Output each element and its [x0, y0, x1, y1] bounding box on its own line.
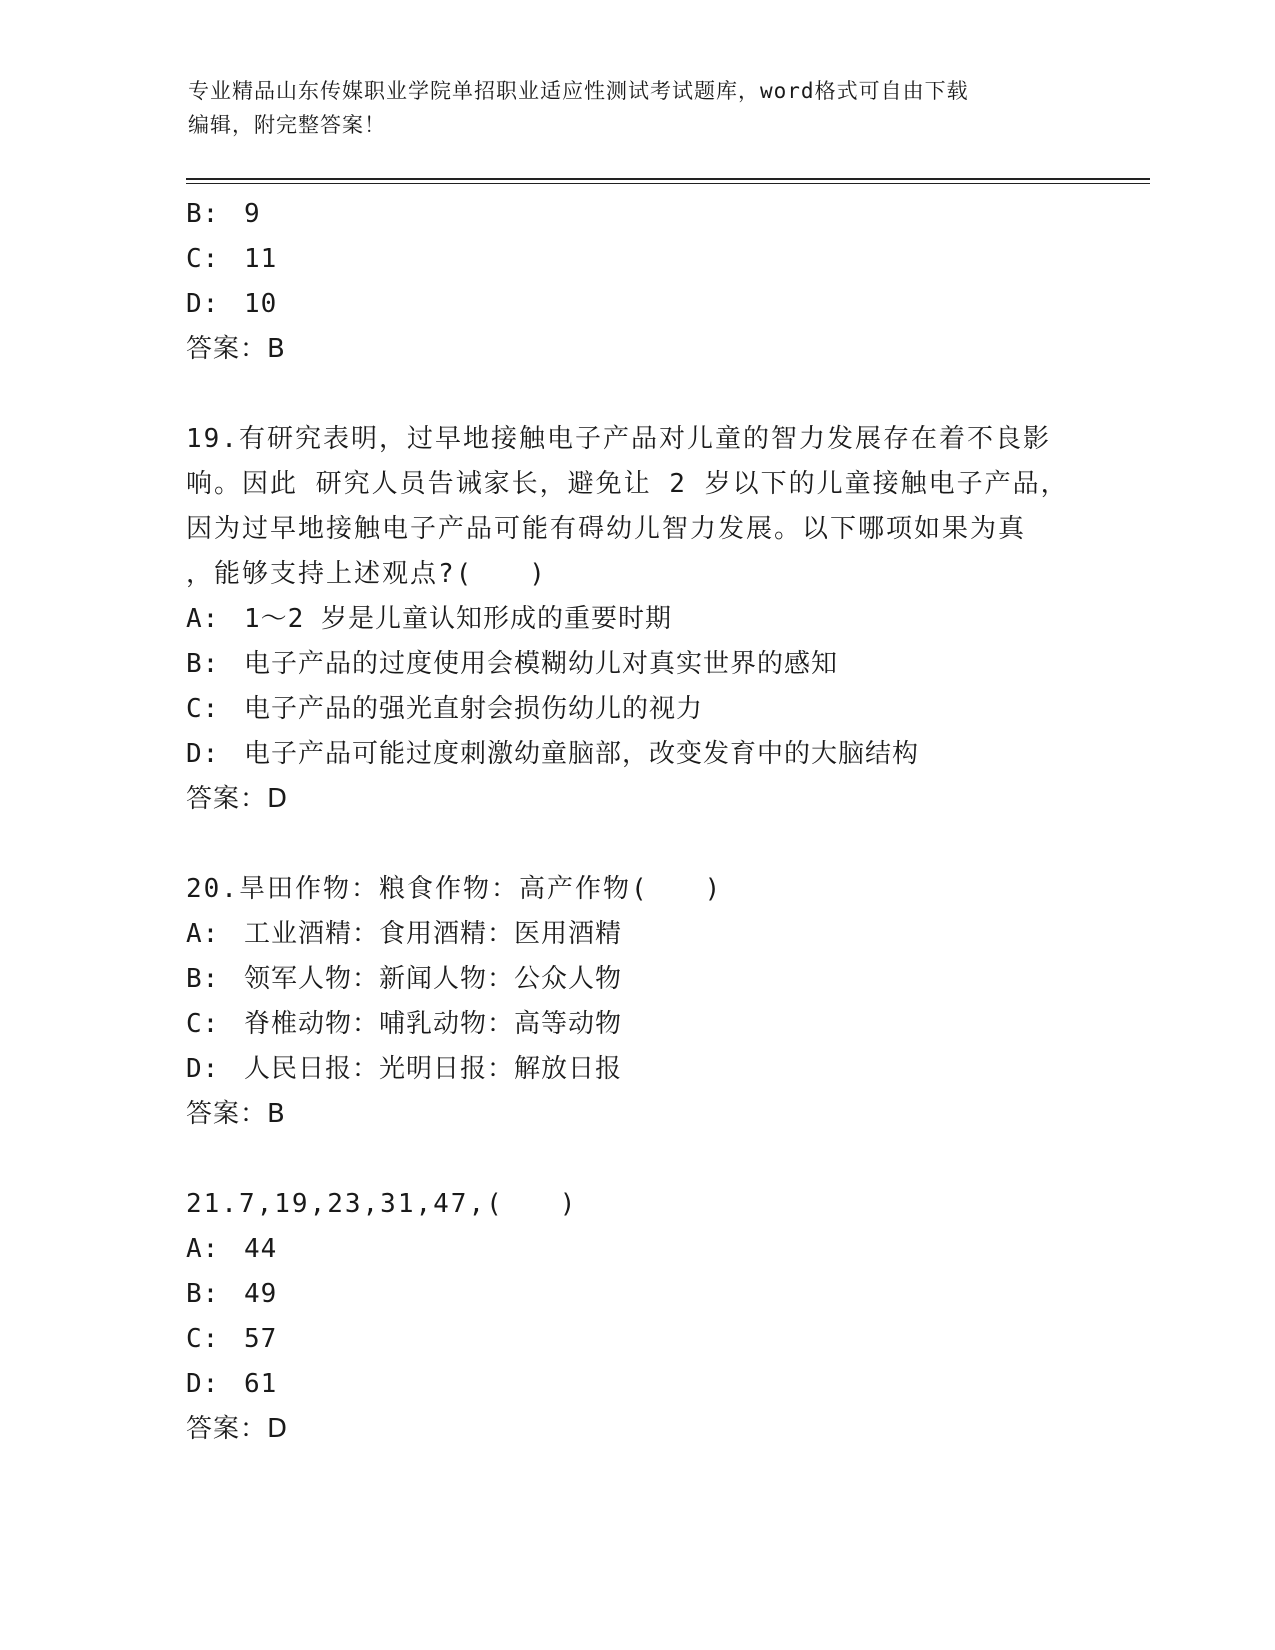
- answer: 答案：D: [186, 1414, 289, 1444]
- option-b: B: 电子产品的过度使用会模糊幼儿对真实世界的感知: [186, 649, 839, 679]
- question-20: [186, 867, 1086, 1137]
- question-text-line: 19.有研究表明，过早地接触电子产品对儿童的智力发展存在着不良影: [186, 424, 1051, 454]
- option-b: B: 49: [186, 1279, 278, 1309]
- question-18-tail: [186, 192, 1086, 372]
- question-19: [186, 417, 1086, 822]
- question-21: [186, 1182, 1086, 1452]
- option-c: C: 11: [186, 244, 278, 274]
- answer: 答案：D: [186, 784, 289, 814]
- answer: 答案：B: [186, 334, 286, 364]
- option-a: A: 1～2 岁是儿童认知形成的重要时期: [186, 604, 672, 634]
- option-d: D: 61: [186, 1369, 278, 1399]
- option-d: D: 电子产品可能过度刺激幼童脑部，改变发育中的大脑结构: [186, 739, 920, 769]
- option-b: B: 领军人物：新闻人物：公众人物: [186, 964, 623, 994]
- page-header: [188, 74, 1088, 142]
- question-text-line: 21.7,19,23,31,47,( ): [186, 1189, 578, 1219]
- option-c: C: 电子产品的强光直射会损伤幼儿的视力: [186, 694, 704, 724]
- option-c: C: 57: [186, 1324, 278, 1354]
- option-d: D: 人民日报：光明日报：解放日报: [186, 1054, 623, 1084]
- header-rule-thin: [186, 183, 1150, 184]
- answer: 答案：B: [186, 1099, 286, 1129]
- question-text-line: 因为过早地接触电子产品可能有碍幼儿智力发展。以下哪项如果为真: [186, 514, 1027, 544]
- header-rule-thick: [186, 178, 1150, 180]
- question-text-line: 20.旱田作物：粮食作物：高产作物( ): [186, 874, 723, 904]
- question-text-line: 响。因此 研究人员告诫家长，避免让 2 岁以下的儿童接触电子产品，: [186, 469, 1069, 499]
- document-body: [186, 192, 1086, 1452]
- option-d: D: 10: [186, 289, 278, 319]
- question-text-line: ，能够支持上述观点?( ): [186, 559, 547, 589]
- option-a: A: 44: [186, 1234, 278, 1264]
- header-line-1: 专业精品山东传媒职业学院单招职业适应性测试考试题库，word格式可自由下载: [188, 79, 969, 103]
- option-c: C: 脊椎动物：哺乳动物：高等动物: [186, 1009, 623, 1039]
- option-a: A: 工业酒精：食用酒精：医用酒精: [186, 919, 623, 949]
- option-b: B: 9: [186, 199, 261, 229]
- header-line-2: 编辑，附完整答案！: [188, 113, 386, 137]
